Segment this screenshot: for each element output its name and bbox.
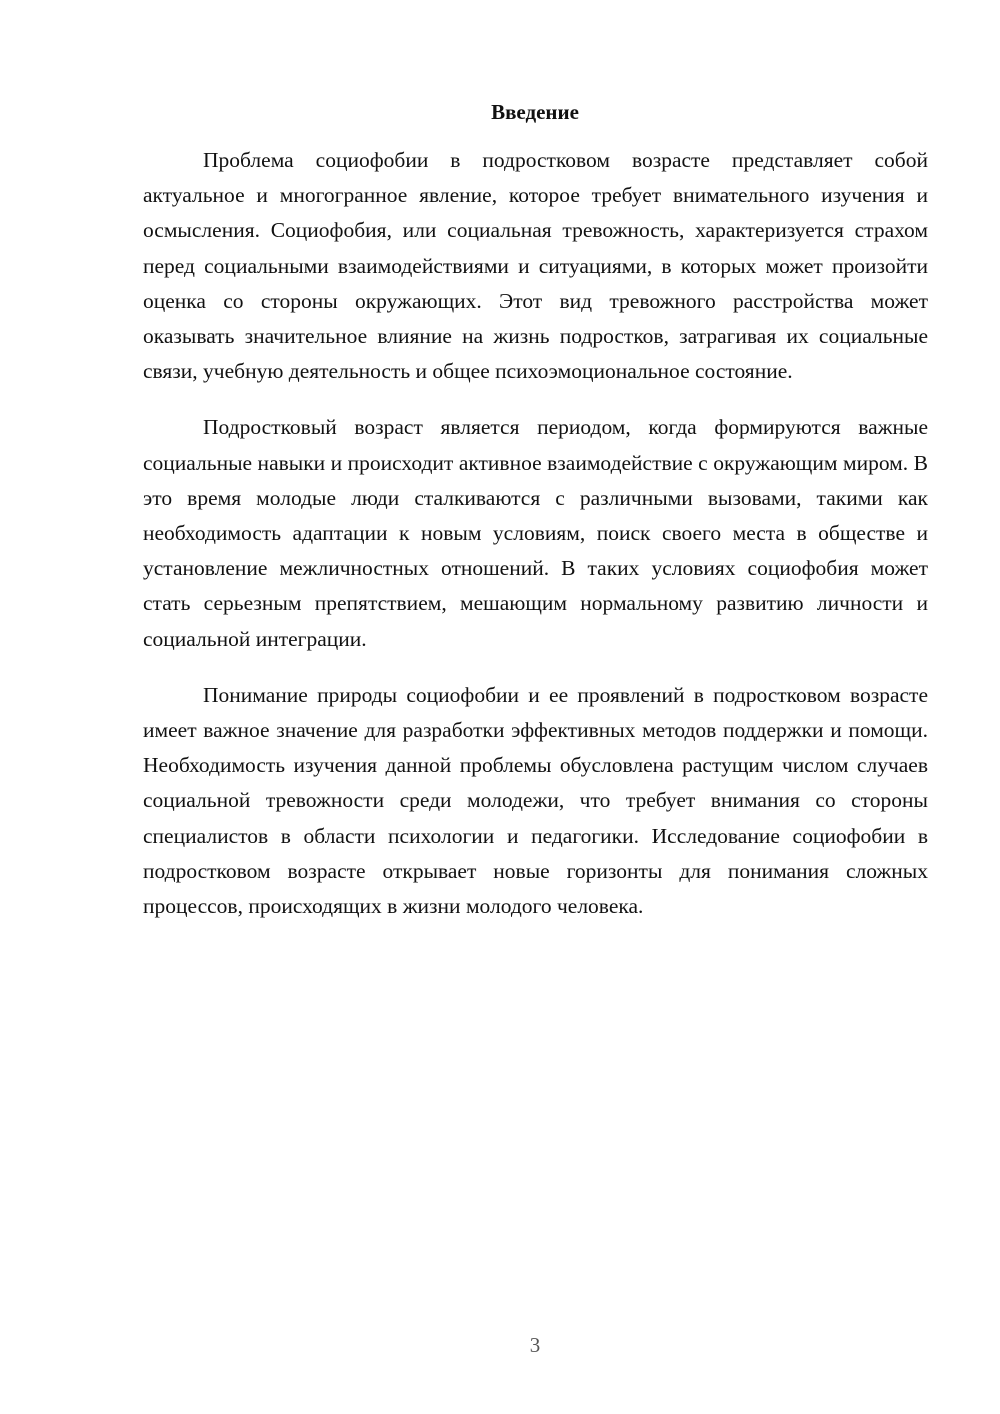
section-title: Введение — [491, 100, 579, 124]
paragraph-3: Понимание природы социофобии и ее проявлений в подростковом возрасте имеет важное значение для разработки эффективных методов поддержки и помощи. Необходимость изучения данной проблемы обусловлена растущим числом случаев социальной тревожности среди молодежи, что требует внимания со стороны специалистов в области психологии и педагогики. Исследование социофобии в подростковом возрасте открывает новые горизонты для понимания сложных процессов, происходящих в жизни молодого человека. — [143, 682, 928, 919]
document-body — [143, 143, 928, 945]
page-number: 3 — [529, 1333, 541, 1357]
paragraph-2: Подростковый возраст является периодом, когда формируются важные социальные навыки и происходит активное взаимодействие с окружающим миром. В это время молодые люди сталкиваются с различными вызовами, такими как необходимость адаптации к новым условиям, поиск своего места в обществе и установление межличностных отношений. В таких условиях социофобия может стать серьезным препятствием, мешающим нормальному развитию личности и социальной интеграции. — [143, 415, 928, 651]
paragraph-1: Проблема социофобии в подростковом возрасте представляет собой актуальное и многогранное явление, которое требует внимательного изучения и осмысления. Социофобия, или социальная тревожность, характеризуется страхом перед социальными взаимодействиями и ситуациями, в которых может произойти оценка со стороны окружающих. Этот вид тревожного расстройства может оказывать значительное влияние на жизнь подростков, затрагивая их социальные связи, учебную деятельность и общее психоэмоциональное состояние. — [143, 148, 928, 384]
